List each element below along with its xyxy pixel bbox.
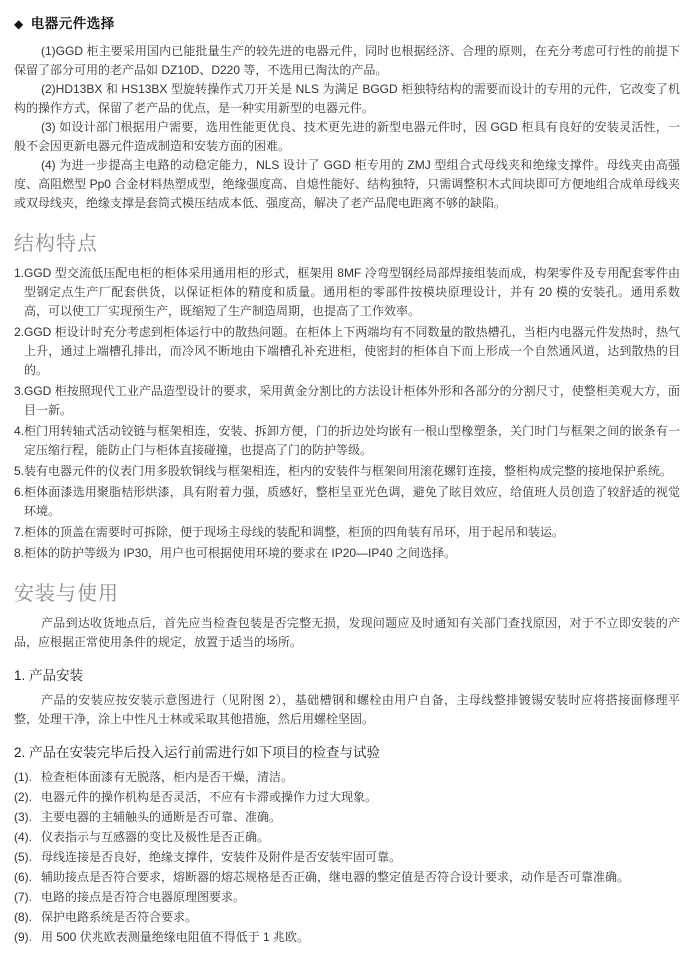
feature-item-text: 柜体面漆选用聚脂桔形烘漆，具有附着力强，质感好，整柜呈亚光色调，避免了眩目效应，给值班人员创造了较舒适的视觉环境。 [24,485,680,518]
feature-item-2 [14,323,680,380]
feature-item-number: 1. [14,266,25,280]
checklist-item-text: 辅助接点是否符合要求，熔断器的熔芯规格是否正确，继电器的整定值是否符合设计要求，动作是否可靠准确。 [41,870,630,884]
checklist-item-7 [14,888,680,907]
checklist-item-number: (1). [14,770,32,784]
checklist-item-text: 用 500 伏兆欧表测量绝缘电阻值不得低于 1 兆欧。 [41,930,310,944]
checklist-item-number: (2). [14,790,32,804]
component-selection-paragraph-1: (1)GGD 柜主要采用国内已能批量生产的较先进的电器元件，同时也根据经济、合理的原则，在充分考虑可行性的前提下保留了部分可用的老产品如 DZ10D、D220 等，不选用已淘汰的产品。 [14,44,680,77]
feature-item-number: 4. [14,424,25,438]
feature-item-number: 7. [14,525,25,539]
checklist-item-number: (6). [14,870,32,884]
feature-item-number: 8. [14,546,25,560]
feature-item-6 [14,483,680,521]
subsection-inspection-heading: 2. 产品在安装完毕后投入运行前需进行如下项目的检查与试验 [14,745,381,760]
component-selection-paragraph-2: (2)HD13BX 和 HS13BX 型旋转操作式刀开关是 NLS 为满足 BGGD 柜独特结构的需要而设计的专用的元件，它改变了机构的操作方式，保留了老产品的优点，是一种实用新型的电器元件。 [14,82,680,115]
feature-item-5 [14,462,680,481]
checklist-item-number: (3). [14,810,32,824]
feature-item-number: 3. [14,384,25,398]
section-installation-use-heading: 安装与使用 [14,583,119,605]
checklist-item-5 [14,848,680,867]
subsection-product-install-heading: 1. 产品安装 [14,668,84,683]
feature-item-number: 2. [14,325,25,339]
checklist-item-text: 仪表指示与互感器的变比及极性是否正确。 [41,830,270,844]
component-selection-paragraph-3: (3) 如设计部门根据用户需要，选用性能更优良、技术更先进的新型电器元件时，因 GGD 柜具有良好的安装灵活性，一般不会因更新电器元件造成制造和安装方面的困难。 [14,120,680,153]
installation-intro-paragraph: 产品到达收货地点后，首先应当检查包装是否完整无损，发现问题应及时通知有关部门查找原因，对于不立即安装的产品，应根据正常使用条件的规定，放置于适当的场所。 [14,616,680,649]
feature-item-4 [14,422,680,460]
checklist-item-9 [14,928,680,947]
feature-item-number: 5. [14,464,25,478]
feature-item-3 [14,382,680,420]
checklist-item-2 [14,788,680,807]
component-selection-title: 电器元件选择 [30,16,115,31]
structure-features-list [14,264,680,563]
inspection-checklist [14,768,680,947]
product-install-paragraph: 产品的安装应按安装示意图进行（见附图 2），基础槽钢和螺栓由用户自备，主母线整排镀锡安装时应将搭接面修理平整，处理干净，涂上中性凡士林或采取其他措施，然后用螺栓坚固。 [14,693,680,726]
feature-item-text: 柜体的顶盖在需要时可拆除，便于现场主母线的装配和调整，柜顶的四角装有吊环，用于起吊和装运。 [24,525,565,539]
section-structure-features-heading: 结构特点 [14,233,98,255]
section-component-selection-heading [14,12,680,32]
diamond-bullet-icon: ◆ [14,17,24,31]
checklist-item-6 [14,868,680,887]
feature-item-number: 6. [14,485,25,499]
feature-item-text: GGD 柜按照现代工业产品造型设计的要求，采用黄金分割比的方法设计柜体外形和各部分的分割尺寸，使整柜美观大方，面目一新。 [24,384,680,417]
checklist-item-text: 母线连接是否良好，绝缘支撑件，安装件及附件是否安装牢固可靠。 [41,850,402,864]
checklist-item-1 [14,768,680,787]
checklist-item-number: (7). [14,890,32,904]
checklist-item-8 [14,908,680,927]
feature-item-8 [14,544,680,563]
checklist-item-4 [14,828,680,847]
feature-item-7 [14,523,680,542]
checklist-item-number: (9). [14,930,32,944]
checklist-item-text: 电路的接点是否符合电器原理图要求。 [41,890,246,904]
checklist-item-number: (4). [14,830,32,844]
checklist-item-text: 电器元件的操作机构是否灵活，不应有卡滞或操作力过大现象。 [41,790,378,804]
checklist-item-text: 保护电路系统是否符合要求。 [41,910,198,924]
checklist-item-number: (8). [14,910,32,924]
feature-item-text: 柜体的防护等级为 IP30，用户也可根据使用环境的要求在 IP20—IP40 之间选择。 [24,546,457,560]
feature-item-text: 装有电器元件的仪表门用多股软铜线与框架相连，柜内的安装件与框架间用滚花螺钉连接，整柜构成完整的接地保护系统。 [24,464,673,478]
checklist-item-3 [14,808,680,827]
feature-item-text: GGD 型交流低压配电柜的柜体采用通用柜的形式，框架用 8MF 冷弯型钢经局部焊接组装而成，构架零件及专用配套零件由型钢定点生产厂配套供货，以保证柜体的精度和质量。通用柜的零部件按模块原理设计，并有 20 模的安装孔。通用系数高，可以使工厂实现预生产，既缩短了生产制造周期，也提高了工作效率。 [24,266,680,318]
component-selection-paragraph-4: (4) 为进一步提高主电路的动稳定能力，NLS 设计了 GGD 柜专用的 ZMJ 型组合式母线夹和绝缘支撑件。母线夹由高强度、高阻燃型 Pp0 合金材料热塑成型，绝缘强度高、自熄性能好、结构独特，只需调整积木式间块即可方便地组合成单母线夹或双母线夹，绝缘支撑是套筒式模压结成本低、强度高，解决了老产品爬电距离不够的缺陷。 [14,158,680,210]
feature-item-text: GGD 柜设计时充分考虑到柜体运行中的散热问题。在柜体上下两端均有不同数量的散热槽孔，当柜内电器元件发热时，热气上升，通过上端槽孔排出，而冷风不断地由下端槽孔补充进柜，使密封的柜体自下而上形成一个自然通风道，达到散热的目的。 [24,325,680,377]
checklist-item-number: (5). [14,850,32,864]
feature-item-text: 柜门用转轴式活动铰链与框架相连，安装、拆卸方便，门的折边处均嵌有一根山型橡塑条，关门时门与框架之间的嵌条有一定压缩行程，能防止门与柜体直接碰撞，也提高了门的防护等级。 [24,424,680,457]
feature-item-1 [14,264,680,321]
checklist-item-text: 检查柜体面漆有无脱落，柜内是否干燥，清洁。 [41,770,294,784]
checklist-item-text: 主要电器的主辅触头的通断是否可靠、准确。 [41,810,282,824]
